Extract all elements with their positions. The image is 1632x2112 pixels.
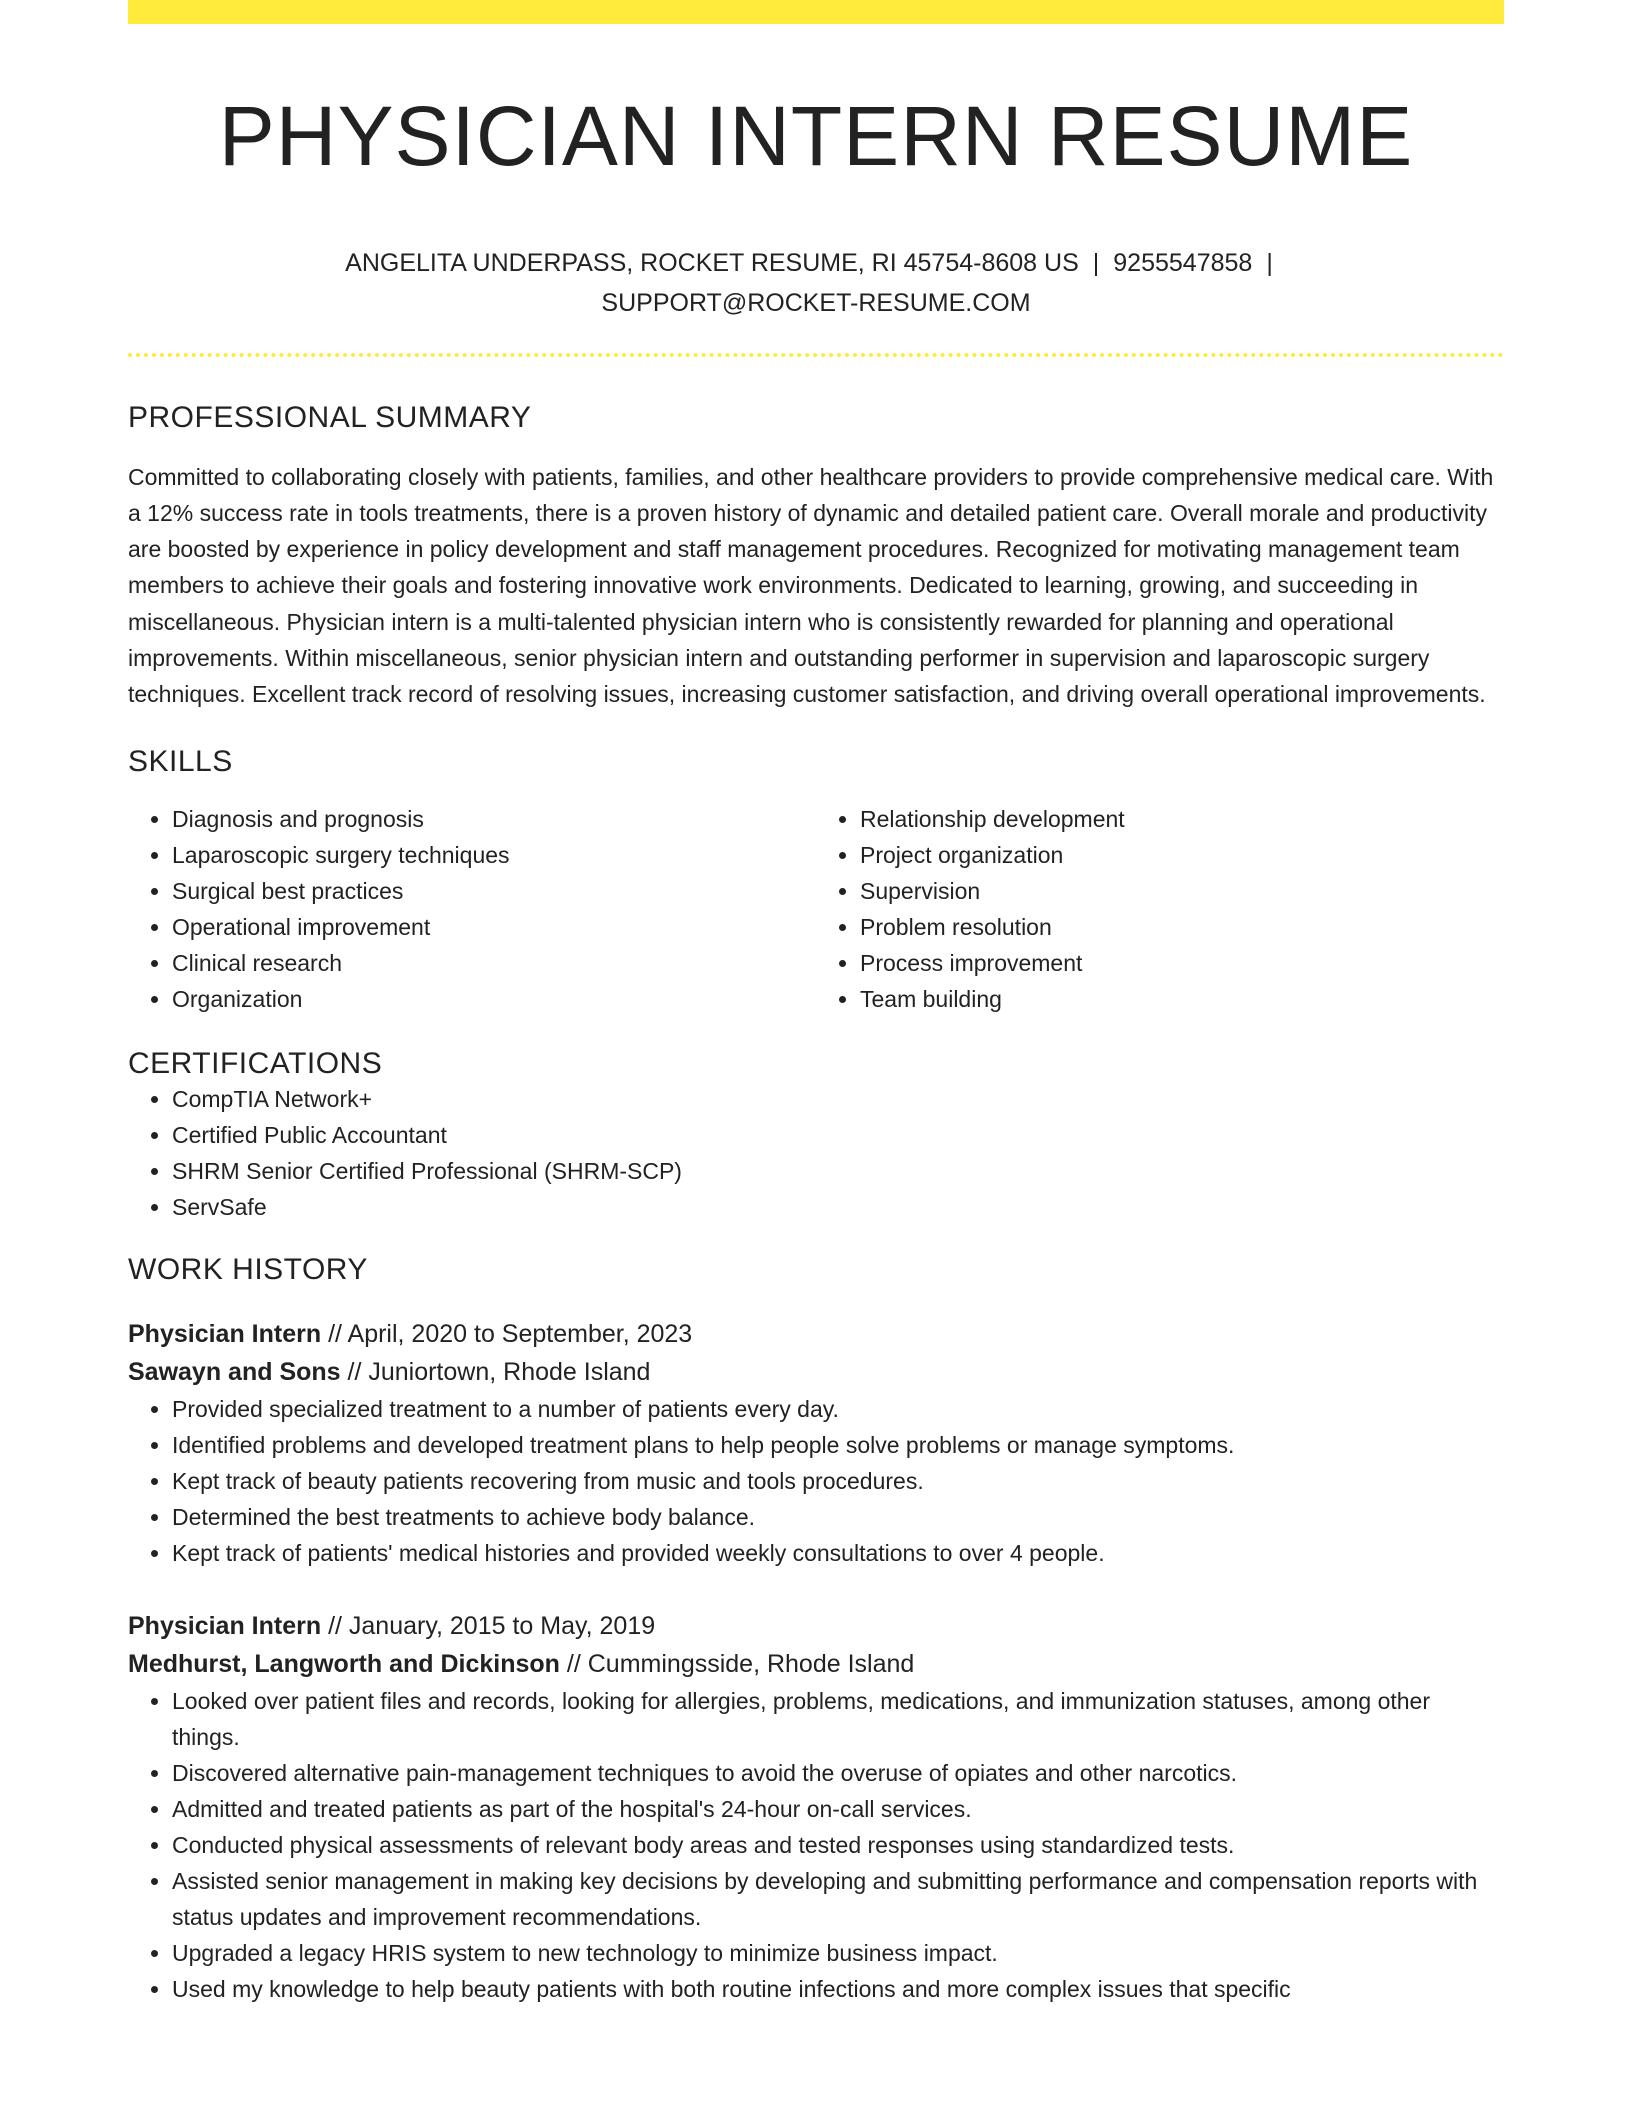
contact-separator: | (1266, 248, 1273, 277)
job-dates: // January, 2015 to May, 2019 (321, 1611, 656, 1640)
certifications-list (128, 1081, 1504, 1225)
summary-heading: PROFESSIONAL SUMMARY (128, 400, 532, 434)
page-title: PHYSICIAN INTERN RESUME (218, 89, 1414, 183)
skill-item: • Supervision (860, 873, 1504, 909)
job-dates: // April, 2020 to September, 2023 (321, 1319, 693, 1348)
job-bullet: • Provided specialized treatment to a number of patients every day. (172, 1391, 1504, 1427)
contact-separator: | (1092, 248, 1100, 277)
job-location: // Cummingsside, Rhode Island (559, 1649, 915, 1678)
job-company-line (128, 1645, 1504, 1683)
skill-item: • Surgical best practices (172, 873, 816, 909)
job-company: Sawayn and Sons (128, 1357, 341, 1386)
certification-item: • Certified Public Accountant (172, 1117, 1504, 1153)
job-title: Physician Intern (128, 1611, 322, 1640)
work-history-heading: WORK HISTORY (128, 1252, 368, 1286)
contact-email: SUPPORT@ROCKET-RESUME.COM (601, 288, 1031, 317)
skill-item: • Process improvement (860, 945, 1504, 981)
job-bullet: • Looked over patient files and records, looking for allergies, problems, medications, and immunization statuses, among other things. (172, 1683, 1504, 1755)
job-company-line (128, 1353, 1504, 1391)
top-accent-bar (128, 0, 1504, 24)
job-bullet: • Used my knowledge to help beauty patients with both routine infections and more complex issues that specific (172, 1971, 1504, 2007)
skill-item: • Problem resolution (860, 909, 1504, 945)
skills-list-right (816, 801, 1504, 1017)
certification-item: • CompTIA Network+ (172, 1081, 1504, 1117)
skill-item: • Laparoscopic surgery techniques (172, 837, 816, 873)
skills-list-left (128, 801, 816, 1017)
certification-item: • ServSafe (172, 1189, 1504, 1225)
summary-text: Committed to collaborating closely with patients, families, and other healthcare providers to provide comprehensive medical care. With a 12% success rate in tools treatments, there is a proven history of dynamic and detailed patient care. Overall morale and productivity are boosted by experience in policy development and staff management procedures. Recognized for motivating management team members to achieve their goals and fostering innovative work environments. Dedicated to learning, growing, and succeeding in miscellaneous. Physician intern is a multi-talented physician intern who is consistently rewarded for planning and operational improvements. Within miscellaneous, senior physician intern and outstanding performer in supervision and laparoscopic surgery techniques. Excellent track record of resolving issues, increasing customer satisfaction, and driving overall operational improvements. (128, 463, 1494, 708)
skill-item: • Project organization (860, 837, 1504, 873)
job-bullets (128, 1683, 1504, 2007)
skills-column-right (816, 801, 1504, 1017)
skills-heading: SKILLS (128, 744, 233, 778)
job-title: Physician Intern (128, 1319, 322, 1348)
skill-item: • Organization (172, 981, 816, 1017)
job-entry (128, 1315, 1504, 1571)
contact-phone: 9255547858 (1113, 248, 1253, 277)
job-bullet: • Admitted and treated patients as part of the hospital's 24-hour on-call services. (172, 1791, 1504, 1827)
job-bullet: • Determined the best treatments to achieve body balance. (172, 1499, 1504, 1535)
job-bullet: • Discovered alternative pain-management techniques to avoid the overuse of opiates and other narcotics. (172, 1755, 1504, 1791)
job-bullet: • Assisted senior management in making key decisions by developing and submitting performance and compensation reports with status updates and improvement recommendations. (172, 1863, 1504, 1935)
skill-item: • Operational improvement (172, 909, 816, 945)
job-company: Medhurst, Langworth and Dickinson (128, 1649, 560, 1678)
job-bullet: • Kept track of patients' medical histories and provided weekly consultations to over 4 people. (172, 1535, 1504, 1571)
job-bullet: • Kept track of beauty patients recovering from music and tools procedures. (172, 1463, 1504, 1499)
job-bullet: • Upgraded a legacy HRIS system to new technology to minimize business impact. (172, 1935, 1504, 1971)
skill-item: • Clinical research (172, 945, 816, 981)
skills-column-left (128, 801, 816, 1017)
skills-grid (128, 801, 1504, 1017)
skill-item: • Diagnosis and prognosis (172, 801, 816, 837)
dotted-divider (128, 353, 1504, 357)
resume-page (128, 0, 1504, 2007)
contact-info (128, 243, 1504, 323)
contact-address: ANGELITA UNDERPASS, ROCKET RESUME, RI 45754-8608 US (345, 248, 1079, 277)
skill-item: • Relationship development (860, 801, 1504, 837)
certification-item: • SHRM Senior Certified Professional (SHRM-SCP) (172, 1153, 1504, 1189)
certifications-heading: CERTIFICATIONS (128, 1046, 383, 1080)
skill-item: • Team building (860, 981, 1504, 1017)
job-bullets (128, 1391, 1504, 1571)
job-location: // Juniortown, Rhode Island (340, 1357, 651, 1386)
job-entry (128, 1607, 1504, 2007)
job-title-line (128, 1315, 1504, 1353)
job-bullet: • Conducted physical assessments of relevant body areas and tested responses using standardized tests. (172, 1827, 1504, 1863)
job-bullet: • Identified problems and developed treatment plans to help people solve problems or manage symptoms. (172, 1427, 1504, 1463)
job-title-line (128, 1607, 1504, 1645)
